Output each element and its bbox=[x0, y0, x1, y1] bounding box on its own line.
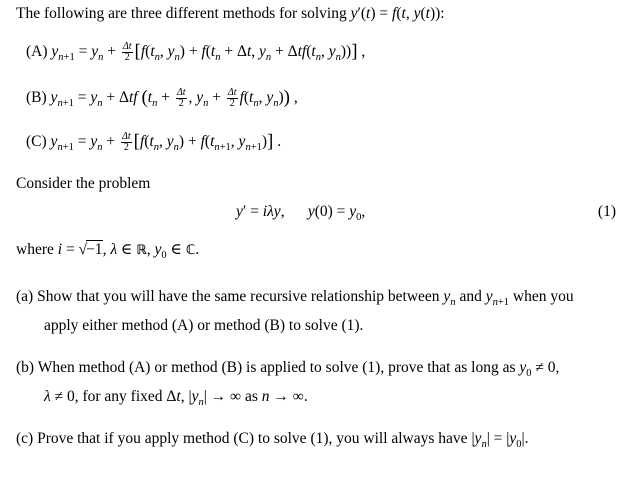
part-a-label: (a) bbox=[16, 288, 34, 305]
part-a-line1: (a) Show that you will have the same recursive relationship between $y_n$ and $y_{n+1}$ when you bbox=[16, 288, 574, 308]
part-a-text: Show that you will have the same recursive relationship between bbox=[37, 288, 440, 305]
intro-text: The following are three different methods for solving bbox=[16, 5, 347, 22]
part-b-line1: (b) When method (A) or method (B) is applied to solve (1), prove that as long as $y_0 \ne 0$, bbox=[16, 359, 560, 379]
method-b-label: (B) bbox=[26, 89, 47, 107]
method-a: (A) $y_{n+1} = y_n$ + $\frac{\Delta t}{2}$ [$f(t_n$, $y_n) + f(t_n + \Delta t$, $y_n + \Delta tf(t_n$, $y_n$))] , bbox=[26, 41, 366, 64]
intro-equation: y bbox=[350, 5, 358, 22]
method-c-label: (C) bbox=[26, 133, 47, 151]
part-b-line2: λ ≠ 0, for any fixed Δt, $|y_n|$ → ∞ as n → ∞. bbox=[44, 388, 308, 408]
intro-line: The following are three different methods for solving y′(t) = f(t, y(t)): bbox=[16, 5, 445, 22]
method-b: (B) $y_{n+1} = y_n + \Delta tf$ ($t_n$ + $\frac{\Delta t}{2}$ , $y_n$ + $\frac{\Delta t}{2}$ $f(t_n$, $y_n$)) , bbox=[26, 87, 298, 110]
part-c-text: Prove that if you apply method (C) to solve (1), you will always have bbox=[37, 430, 468, 447]
method-c: (C) $y_{n+1} = y_n$ + $\frac{\Delta t}{2}$ [$f(t_n$, $y_n) + f(t_{n+1}$, $y_{n+1}$)] . bbox=[26, 131, 282, 154]
method-a-label: (A) bbox=[26, 43, 48, 61]
part-b-text: When method (A) or method (B) is applied to solve (1), prove that as long as bbox=[37, 359, 516, 376]
problem-equation: y′ = iλy, $y(0) = y_0$, bbox=[236, 203, 366, 223]
part-c-label: (c) bbox=[16, 430, 34, 447]
part-a-line2: apply either method (A) or method (B) to solve (1). bbox=[44, 317, 364, 334]
part-b-text2: for any fixed bbox=[82, 388, 163, 405]
part-a-text-end: when you bbox=[512, 288, 574, 305]
part-c-line1: (c) Prove that if you apply method (C) to solve (1), you will always have $|y_n| = |y_0|$. bbox=[16, 430, 529, 450]
where-line: where i = √−1, λ ∈ ℝ, $y_0$ ∈ ℂ. bbox=[16, 241, 200, 261]
equation-number: (1) bbox=[597, 203, 616, 220]
consider-line: Consider the problem bbox=[16, 175, 151, 192]
where-text: where bbox=[16, 241, 54, 258]
part-b-label: (b) bbox=[16, 359, 35, 376]
